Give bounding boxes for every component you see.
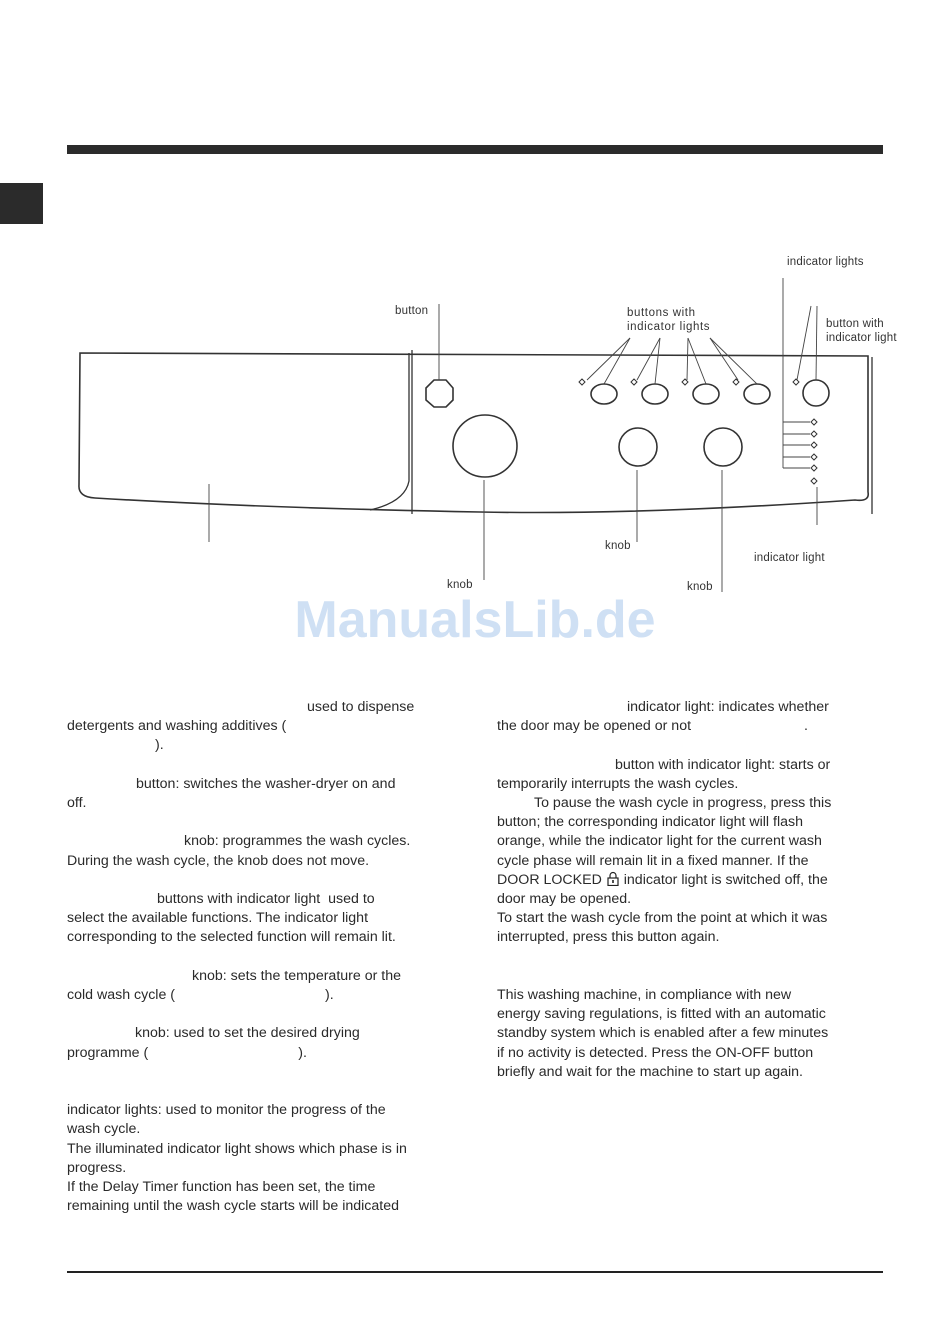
light-diamond [631, 379, 637, 385]
door-locked-label: DOOR LOCKED [497, 871, 602, 888]
start-button-text-2: temporarily interrupts the wash cycles. [497, 775, 739, 792]
label-button-with-indicator-light: button with indicator light [826, 318, 897, 344]
start-button-text-8: door may be opened. [497, 891, 632, 908]
top-header-bar [67, 145, 883, 154]
language-tab-marker [0, 183, 43, 224]
function-button-1 [591, 384, 617, 404]
left-text-column [67, 698, 453, 1216]
start-button-text-7: indicator light is switched off, the [623, 871, 828, 888]
start-button-text-3: To pause the wash cycle in progress, press this [534, 795, 832, 811]
watermark: ManualsLib.de [294, 591, 656, 649]
start-button-text-4: button; the corresponding indicator light will flash [497, 814, 803, 831]
light-diamond [811, 442, 817, 448]
detergent-text-3: ). [155, 737, 164, 754]
on-off-text-2: off. [67, 795, 87, 811]
temperature-knob-text-3: ). [325, 986, 334, 1003]
label-knob-right: knob [687, 581, 713, 593]
function-button-2 [642, 384, 668, 404]
bottom-rule [67, 1271, 883, 1273]
start-button-shape [803, 380, 829, 406]
temperature-knob-text-2: cold wash cycle ( [67, 986, 176, 1003]
lock-icon [607, 871, 619, 886]
phase-lights-text-1: indicator lights: used to monitor the progress of the [67, 1102, 386, 1119]
function-buttons-text-3: corresponding to the selected function will remain lit. [67, 929, 396, 946]
drying-knob-text-1: knob: used to set the desired drying [135, 1025, 360, 1042]
programme-knob-text-2: During the wash cycle, the knob does not move. [67, 852, 370, 869]
light-diamond [793, 379, 799, 385]
light-diamond [811, 454, 817, 460]
start-button-text-5: orange, while the indicator light for the current wash [497, 833, 822, 850]
label-indicator-lights: indicator lights [787, 256, 864, 268]
label-button: button [395, 305, 429, 317]
detergent-text-1: used to dispense [307, 699, 415, 715]
on-off-text-1: button: switches the washer-dryer on and [136, 775, 396, 792]
label-knob-left: knob [447, 579, 473, 591]
drying-knob-shape [704, 428, 742, 466]
start-button-text-10: interrupted, press this button again. [497, 929, 720, 946]
standby-text-2: energy saving regulations, is fitted with an automatic [497, 1006, 826, 1023]
door-light-text-3: . [804, 718, 808, 735]
programme-knob-shape [453, 415, 517, 477]
function-button-4 [744, 384, 770, 404]
label-knob-middle: knob [605, 540, 631, 552]
phase-lights-text-2: wash cycle. [67, 1121, 141, 1138]
programme-knob-text-1: knob: programmes the wash cycles. [184, 833, 411, 850]
start-button-text-1: button with indicator light: starts or [615, 756, 831, 773]
light-diamond [811, 419, 817, 425]
standby-text-1: This washing machine, in compliance with new [497, 987, 792, 1003]
light-diamond [811, 465, 817, 471]
phase-lights-text-6: remaining until the wash cycle starts will be indicated [67, 1198, 399, 1215]
light-diamond [579, 379, 585, 385]
control-panel-diagram [0, 240, 950, 610]
standby-text-4: if no activity is detected. Press the ON-OFF button [497, 1044, 814, 1061]
temperature-knob-shape [619, 428, 657, 466]
standby-text-5: briefly and wait for the machine to start up again. [497, 1063, 803, 1080]
drying-knob-text-3: ). [298, 1044, 307, 1061]
function-buttons-text-1: buttons with indicator light used to [157, 890, 375, 907]
standby-text-3: standby system which is enabled after a few minutes [497, 1025, 829, 1042]
on-off-button-shape [426, 380, 453, 407]
drying-knob-text-2: programme ( [67, 1044, 149, 1061]
phase-lights-text-5: If the Delay Timer function has been set, the time [67, 1178, 376, 1195]
door-light-text-1: indicator light: indicates whether [627, 699, 829, 715]
function-button-3 [693, 384, 719, 404]
label-indicator-light: indicator light [754, 552, 825, 564]
door-light-text-2: the door may be opened or not [497, 718, 692, 735]
detergent-text-2: detergents and washing additives ( [67, 718, 287, 735]
phase-lights-text-4: progress. [67, 1159, 127, 1176]
temperature-knob-text-1: knob: sets the temperature or the [192, 967, 401, 984]
right-text-column [497, 698, 887, 1082]
light-diamond [811, 431, 817, 437]
drawer-divider [370, 353, 409, 510]
function-buttons-text-2: select the available functions. The indicator light [67, 910, 369, 927]
start-button-text-6: cycle phase will remain lit in a fixed manner. If the [497, 852, 809, 869]
label-buttons-with-indicator-lights: buttons with indicator lights [627, 307, 711, 333]
light-diamond [811, 478, 817, 484]
start-button-text-9: To start the wash cycle from the point at which it was [497, 910, 828, 927]
phase-lights-text-3: The illuminated indicator light shows which phase is in [67, 1140, 407, 1157]
